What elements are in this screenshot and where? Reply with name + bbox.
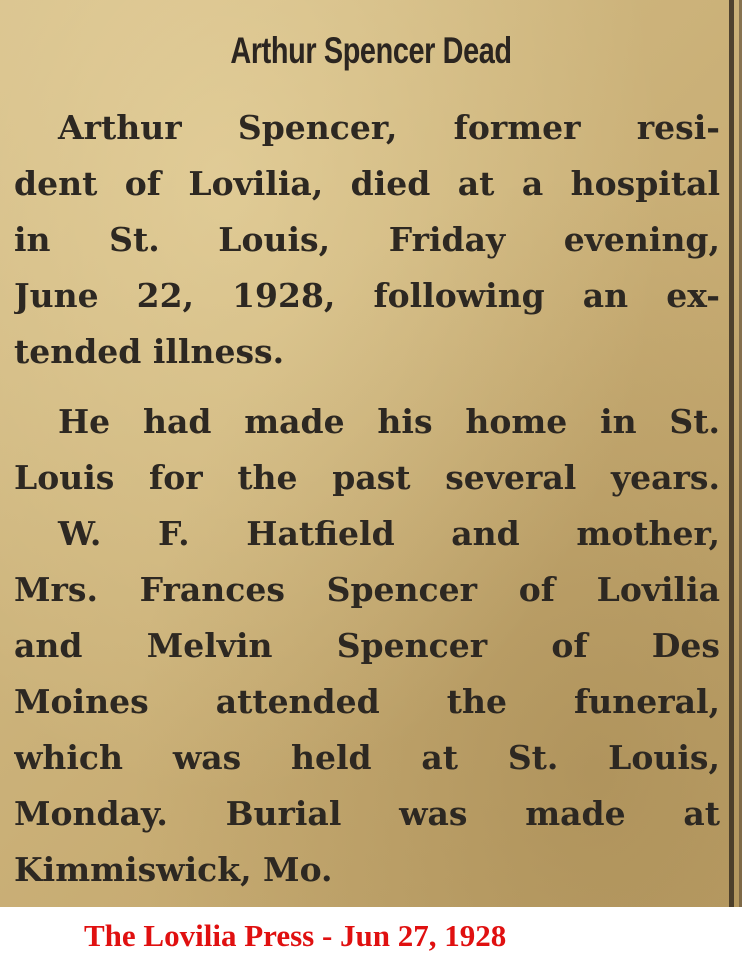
article-line: Monday. Burial was made at (14, 794, 720, 833)
article-body (14, 100, 720, 898)
article-line: and Melvin Spencer of Des (14, 626, 720, 665)
article-line: Arthur Spencer, former resi- (58, 108, 720, 147)
article-line: Louis for the past several years. (14, 458, 720, 497)
paragraph-gap (14, 380, 720, 394)
article-line: in St. Louis, Friday evening, (14, 220, 720, 259)
article-line: Mrs. Frances Spencer of Lovilia (14, 570, 720, 609)
article-line: June 22, 1928, following an ex- (14, 276, 720, 315)
article-line: which was held at St. Louis, (14, 738, 720, 777)
article-line: tended illness. (14, 332, 285, 371)
article-line: He had made his home in St. (58, 402, 720, 441)
paragraph-3 (14, 506, 720, 898)
paragraph-1 (14, 100, 720, 380)
paragraph-2 (14, 394, 720, 506)
article-line: Moines attended the funeral, (14, 682, 720, 721)
article-line: Kimmiswick, Mo. (14, 850, 333, 889)
article-headline: Arthur Spencer Dead (230, 30, 512, 71)
source-caption: The Lovilia Press - Jun 27, 1928 (84, 918, 507, 953)
article-line: W. F. Hatfield and mother, (58, 514, 720, 553)
column-rule (729, 0, 734, 907)
article-line: dent of Lovilia, died at a hospital (14, 164, 720, 203)
